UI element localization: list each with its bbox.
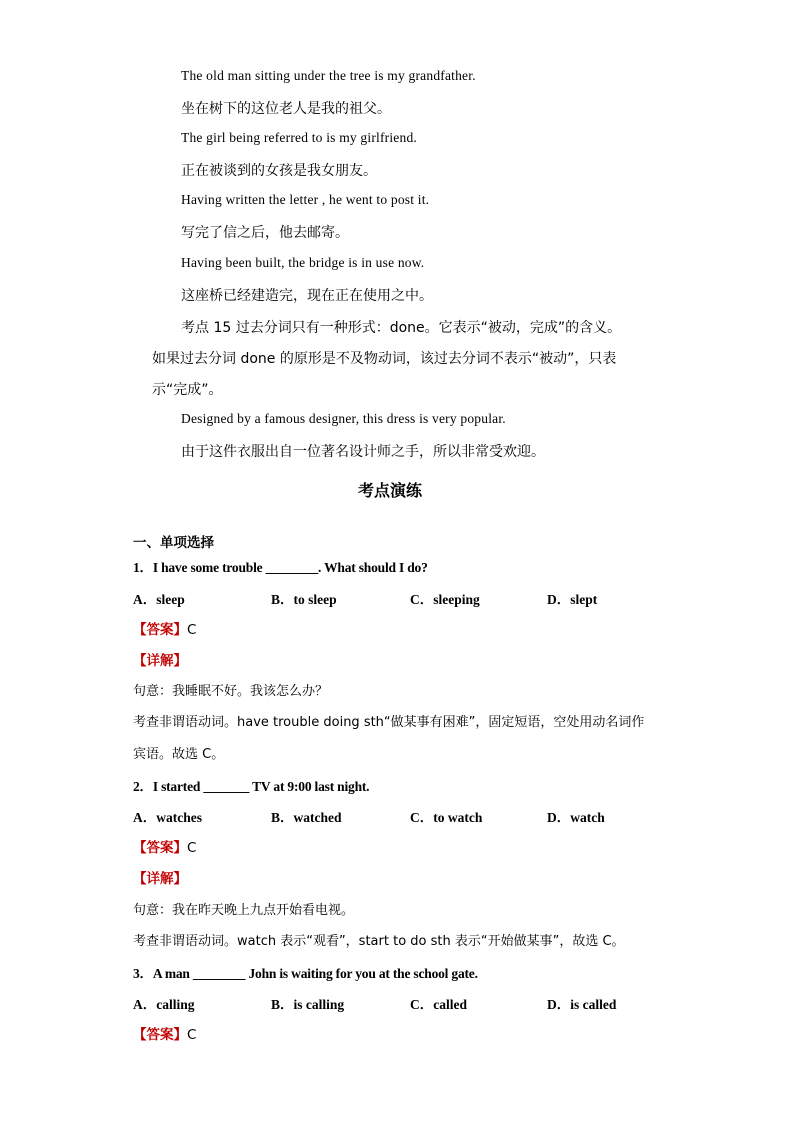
answer-value: C (187, 1027, 197, 1043)
question-2-stem: 2．I started _______ TV at 9:00 last night. (133, 779, 370, 794)
question-3-option-a: A．calling (133, 997, 195, 1012)
example-en-4: Having been built, the bridge is in use now. (181, 255, 425, 270)
example-en-1: The old man sitting under the tree is my grandfather. (181, 68, 476, 83)
answer-value: C (187, 840, 197, 856)
question-3-answer (133, 1023, 196, 1043)
question-2-explain-1: 考查非谓语动词。watch 表示“观看”，start to do sth 表示“开始做某事”，故选 C。 (133, 934, 625, 949)
answer-label: 【答案】 (133, 840, 187, 856)
question-1-answer (133, 618, 196, 638)
question-2-option-d: D．watch (547, 810, 605, 825)
example-zh-4: 这座桥已经建造完，现在正在使用之中。 (181, 288, 433, 304)
question-1-option-d: D．slept (547, 592, 598, 607)
question-1-meaning: 句意：我睡眠不好。我该怎么办？ (133, 684, 329, 699)
question-1-detail-label: 【详解】 (133, 653, 187, 669)
question-2-meaning: 句意：我在昨天晚上九点开始看电视。 (133, 903, 355, 918)
example-zh-2: 正在被谈到的女孩是我女朋友。 (181, 163, 377, 179)
question-2-option-a: A．watches (133, 810, 202, 825)
question-3-stem: 3．A man ________ John is waiting for you at the school gate. (133, 966, 478, 981)
question-2-answer (133, 836, 196, 856)
example-en-2: The girl being referred to is my girlfriend. (181, 130, 417, 145)
answer-label: 【答案】 (133, 1027, 187, 1043)
answer-label: 【答案】 (133, 622, 187, 638)
example-zh-1: 坐在树下的这位老人是我的祖父。 (181, 101, 391, 117)
question-1-option-a: A．sleep (133, 592, 185, 607)
question-1-option-c: C．sleeping (410, 592, 480, 607)
question-1-explain-2: 宾语。故选 C。 (133, 747, 225, 762)
question-1-option-b: B．to sleep (271, 592, 337, 607)
example-zh-5: 由于这件衣服出自一位著名设计师之手，所以非常受欢迎。 (181, 444, 545, 460)
question-3-option-d: D．is called (547, 997, 617, 1012)
point15-line-2: 如果过去分词 done 的原形是不及物动词，该过去分词不表示“被动”，只表 (152, 351, 617, 367)
question-3-option-c: C．called (410, 997, 467, 1012)
point15-line-1: 考点 15 过去分词只有一种形式：done。它表示“被动，完成”的含义。 (181, 320, 622, 336)
example-zh-3: 写完了信之后，他去邮寄。 (181, 225, 349, 241)
point15-line-3: 示“完成”。 (152, 382, 223, 398)
question-3-option-b: B．is calling (271, 997, 345, 1012)
example-en-5: Designed by a famous designer, this dress is very popular. (181, 411, 506, 426)
question-1-stem: 1．I have some trouble ________. What should I do? (133, 560, 428, 575)
section-heading: 一、单项选择 (133, 535, 214, 551)
answer-value: C (187, 622, 197, 638)
question-1-explain-1: 考查非谓语动词。have trouble doing sth“做某事有困难”，固定短语，空处用动名词作 (133, 715, 645, 730)
example-en-3: Having written the letter , he went to post it. (181, 192, 430, 207)
section-title: 考点演练 (358, 481, 423, 500)
question-2-option-c: C．to watch (410, 810, 483, 825)
question-2-option-b: B．watched (271, 810, 342, 825)
question-2-detail-label: 【详解】 (133, 871, 187, 887)
